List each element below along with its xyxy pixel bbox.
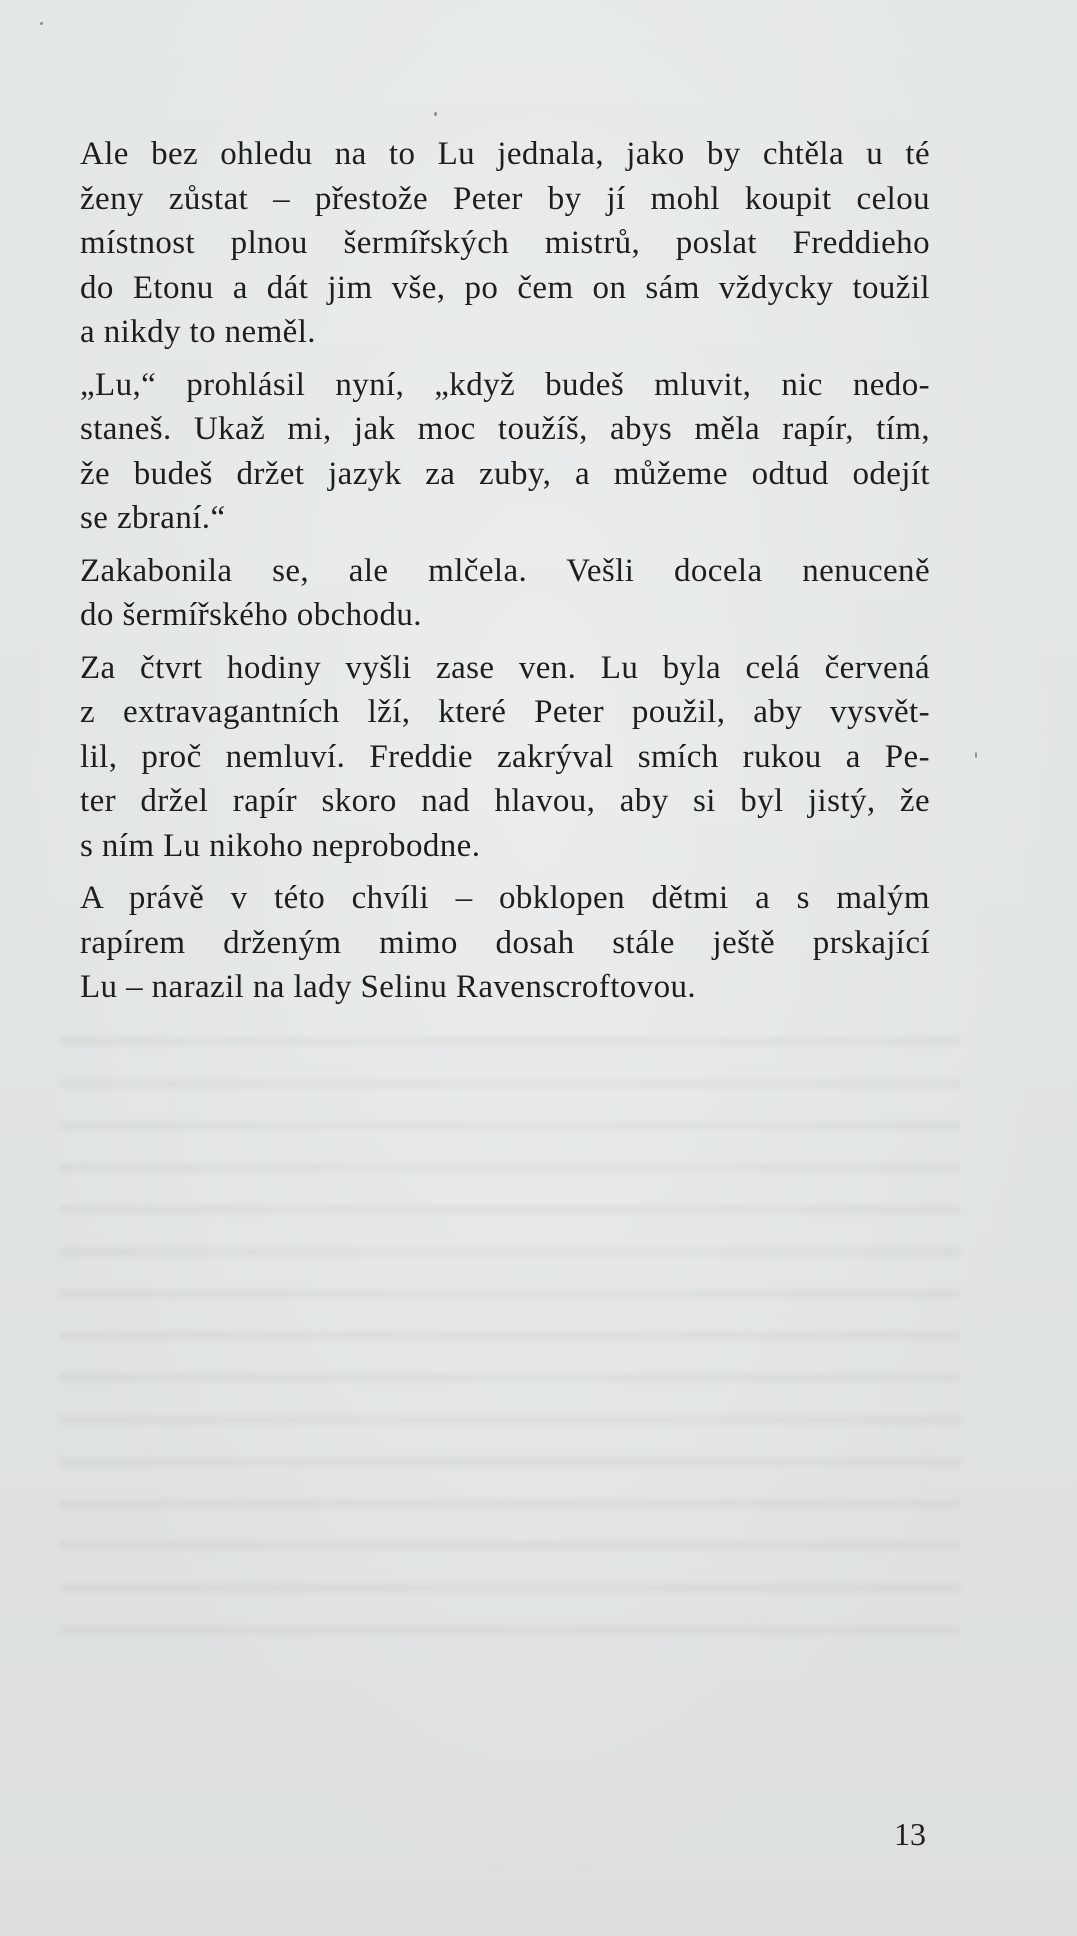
- text-line: a nikdy to neměl.: [80, 314, 316, 350]
- paragraph-2: [80, 363, 930, 541]
- text-line: ter držel rapír skoro nad hlavou, aby si byl jistý, že: [80, 783, 930, 819]
- text-line: s ním Lu nikoho neprobodne.: [80, 827, 481, 864]
- text-line: „Lu,“ prohlásil nyní, „když budeš mluvit, nic nedo-: [80, 366, 930, 403]
- show-through-shadow: [60, 1010, 960, 1650]
- text-line: staneš. Ukaž mi, jak moc toužíš, abys měla rapír, tím,: [80, 411, 930, 447]
- paragraph-4: [80, 646, 930, 869]
- body-text: [80, 132, 930, 1018]
- text-line: Lu – narazil na lady Selinu Ravenscroftovou.: [80, 969, 697, 1005]
- paragraph-3: [80, 549, 930, 638]
- text-line: do Etonu a dát jim vše, po čem on sám vždycky toužil: [80, 269, 930, 306]
- dust-speck: [40, 22, 43, 25]
- text-line: Zakabonila se, ale mlčela. Vešli docela nenuceně: [80, 552, 930, 589]
- text-line: Za čtvrt hodiny vyšli zase ven. Lu byla celá červená: [80, 649, 930, 686]
- text-line: do šermířského obchodu.: [80, 597, 422, 633]
- dust-speck: [975, 752, 977, 758]
- text-line: z extravagantních lží, které Peter použil, aby vysvět-: [80, 694, 930, 730]
- paragraph-5: [80, 876, 930, 1010]
- text-line: lil, proč nemluví. Freddie zakrýval smích rukou a Pe-: [80, 738, 930, 775]
- text-line: A právě v této chvíli – obklopen dětmi a s malým: [80, 880, 930, 916]
- text-line: ženy zůstat – přestože Peter by jí mohl koupit celou: [80, 180, 930, 217]
- text-line: že budeš držet jazyk za zuby, a můžeme odtud odejít: [80, 455, 930, 492]
- page-number: 13: [894, 1816, 926, 1852]
- dust-speck: [434, 112, 437, 116]
- paragraph-1: [80, 132, 930, 355]
- text-line: rapírem drženým mimo dosah stále ještě prskající: [80, 924, 930, 961]
- text-line: se zbraní.“: [80, 500, 226, 536]
- text-line: Ale bez ohledu na to Lu jednala, jako by chtěla u té: [80, 136, 930, 172]
- text-line: místnost plnou šermířských mistrů, poslat Freddieho: [80, 225, 930, 261]
